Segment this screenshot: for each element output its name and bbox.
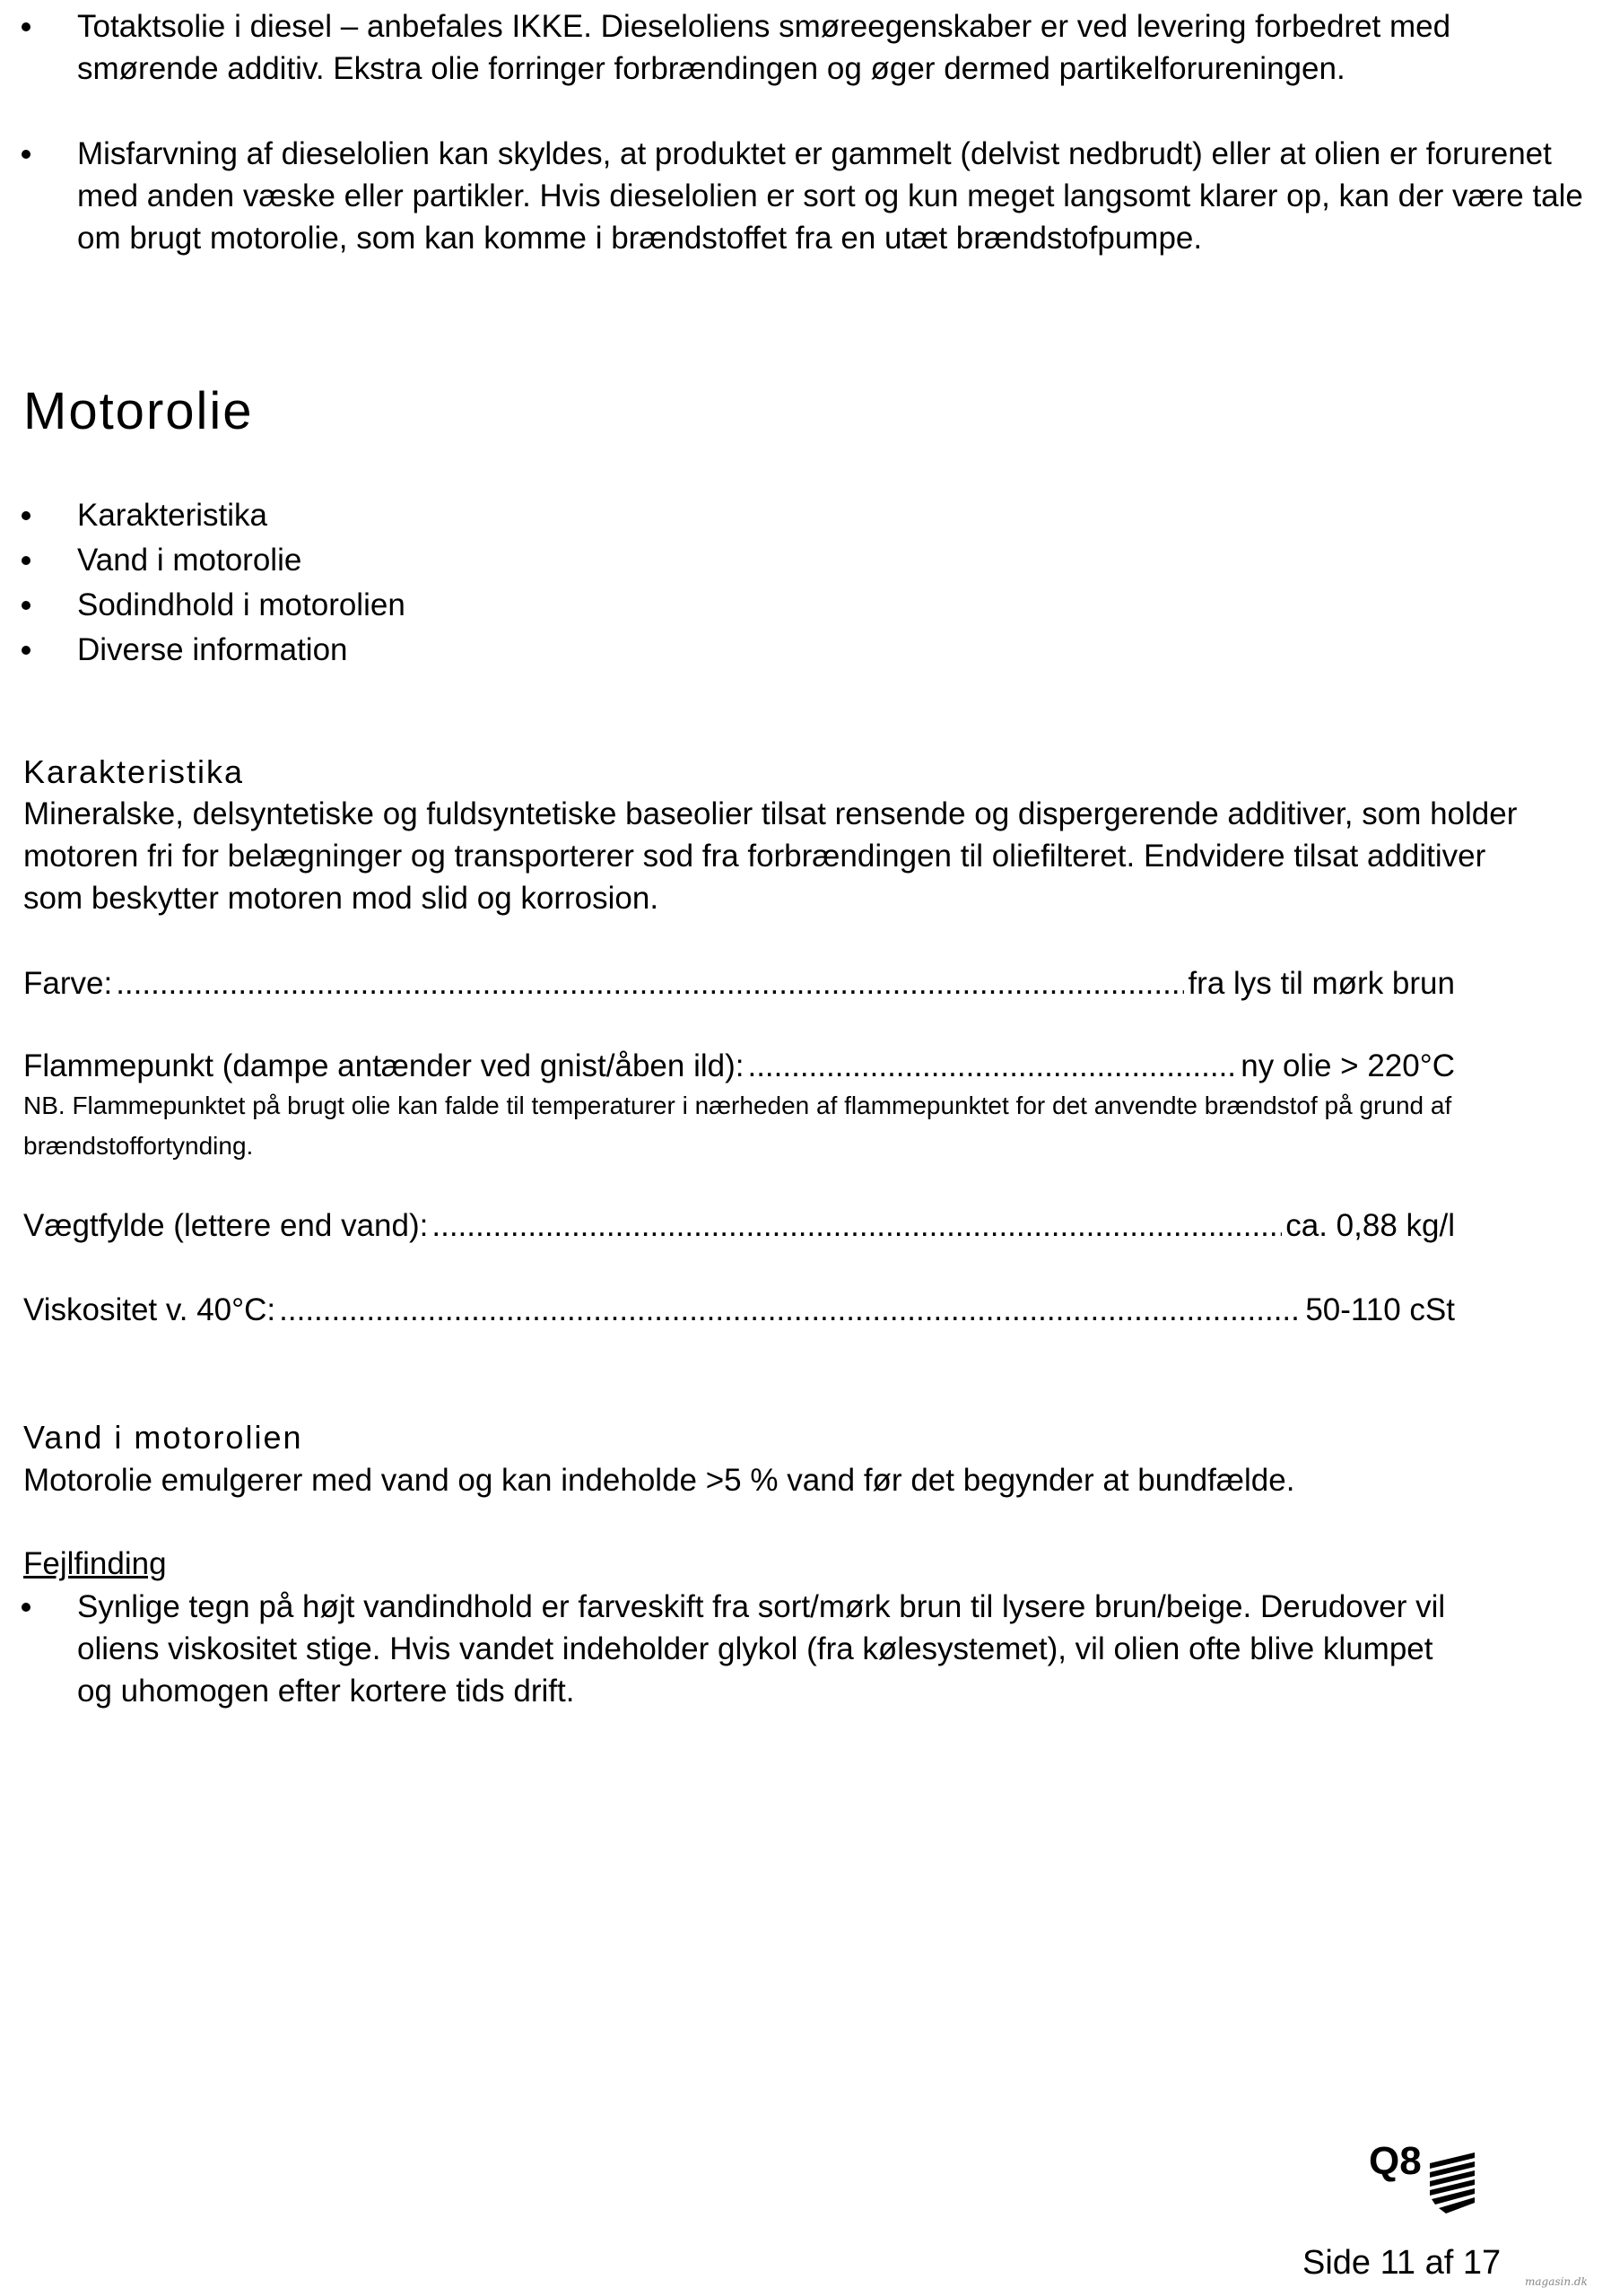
bullet-dot [22, 1603, 30, 1612]
bullet-text: Misfarvning af dieselolien kan skyldes, at produktet er gammelt (delvist nedbrudt) eller at olien er forurenet med anden væske eller partikler. Hvis dieselolien er sort og kun meget langsomt klarer op, kan der være tale om brugt motorolie, som kan komme i brændstoffet fra en utæt brændstofpumpe. [77, 136, 1583, 256]
flammepunkt-note: NB. Flammepunktet på brugt olie kan falde til temperaturer i nærheden af flammepunktet for det anvendte brændstof på grund af brændstoffortynding. [23, 1091, 1452, 1160]
dot-leader [279, 1289, 1302, 1331]
bullet-text: Totaktsolie i diesel – anbefales IKKE. Dieseloliens smøreegenskaber er ved levering forbedret med smørende additiv. Ekstra olie forringer forbrændingen og øger dermed partikelforureningen. [77, 9, 1451, 86]
spec-label: Flammepunkt (dampe antænder ved gnist/åben ild): [23, 1048, 745, 1083]
karakteristika-heading: Karakteristika [23, 753, 245, 790]
fejlfinding-heading: Fejlfinding [23, 1546, 167, 1581]
toc-item-label: Karakteristika [77, 498, 268, 533]
bullet-dot [22, 646, 30, 655]
page-number: Side 11 af 17 [1302, 2244, 1502, 2282]
spec-value: fra lys til mørk brun [1188, 966, 1455, 1001]
bullet-text: Synlige tegn på højt vandindhold er farveskift fra sort/mørk brun til lysere brun/beige. Derudover vil oliens viskositet stige. Hvis vandet indeholder glykol (fra kølesystemet), vil olien ofte blive klumpet og uhomogen efter kortere tids drift. [77, 1589, 1446, 1709]
toc-item-label: Diverse information [77, 632, 348, 667]
vand-text: Motorolie emulgerer med vand og kan indeholde >5 % vand før det begynder at bundfælde. [23, 1463, 1295, 1498]
spec-row-viskositet [23, 1289, 1455, 1331]
spec-value: ny olie > 220°C [1241, 1048, 1455, 1083]
spec-value: ca. 0,88 kg/l [1285, 1208, 1455, 1243]
spec-row-vaegtfylde [23, 1205, 1455, 1247]
spec-label: Farve: [23, 966, 113, 1001]
dot-leader [431, 1205, 1282, 1247]
bullet-dot [22, 22, 30, 31]
dot-leader [747, 1045, 1237, 1087]
q8-logo [1367, 2133, 1482, 2219]
toc-item-label: Sodindhold i motorolien [77, 587, 405, 622]
bullet-dot [22, 556, 30, 565]
spec-value: 50-110 cSt [1305, 1292, 1455, 1327]
q8-logo-text: Q8 [1369, 2139, 1422, 2183]
spec-row-flammepunkt [23, 1045, 1455, 1087]
toc-item-label: Vand i motorolie [77, 543, 302, 578]
bullet-dot [22, 511, 30, 520]
watermark: magasin.dk [1525, 2275, 1588, 2288]
spec-row-farve [23, 962, 1455, 1004]
karakteristika-text: Mineralske, delsyntetiske og fuldsyntetiske baseolier tilsat rensende og dispergerende additiver, som holder motoren fri for belægninger og transporterer sod fra forbrændingen til oliefilteret. Endvidere tilsat additiver som beskytter motoren mod slid og korrosion. [23, 796, 1518, 916]
vand-heading: Vand i motorolien [23, 1419, 303, 1456]
section-title: Motorolie [23, 382, 254, 440]
bullet-dot [22, 150, 30, 159]
spec-label: Vægtfylde (lettere end vand): [23, 1208, 429, 1243]
spec-label: Viskositet v. 40°C: [23, 1292, 276, 1327]
bullet-dot [22, 601, 30, 610]
dot-leader [116, 962, 1184, 1004]
